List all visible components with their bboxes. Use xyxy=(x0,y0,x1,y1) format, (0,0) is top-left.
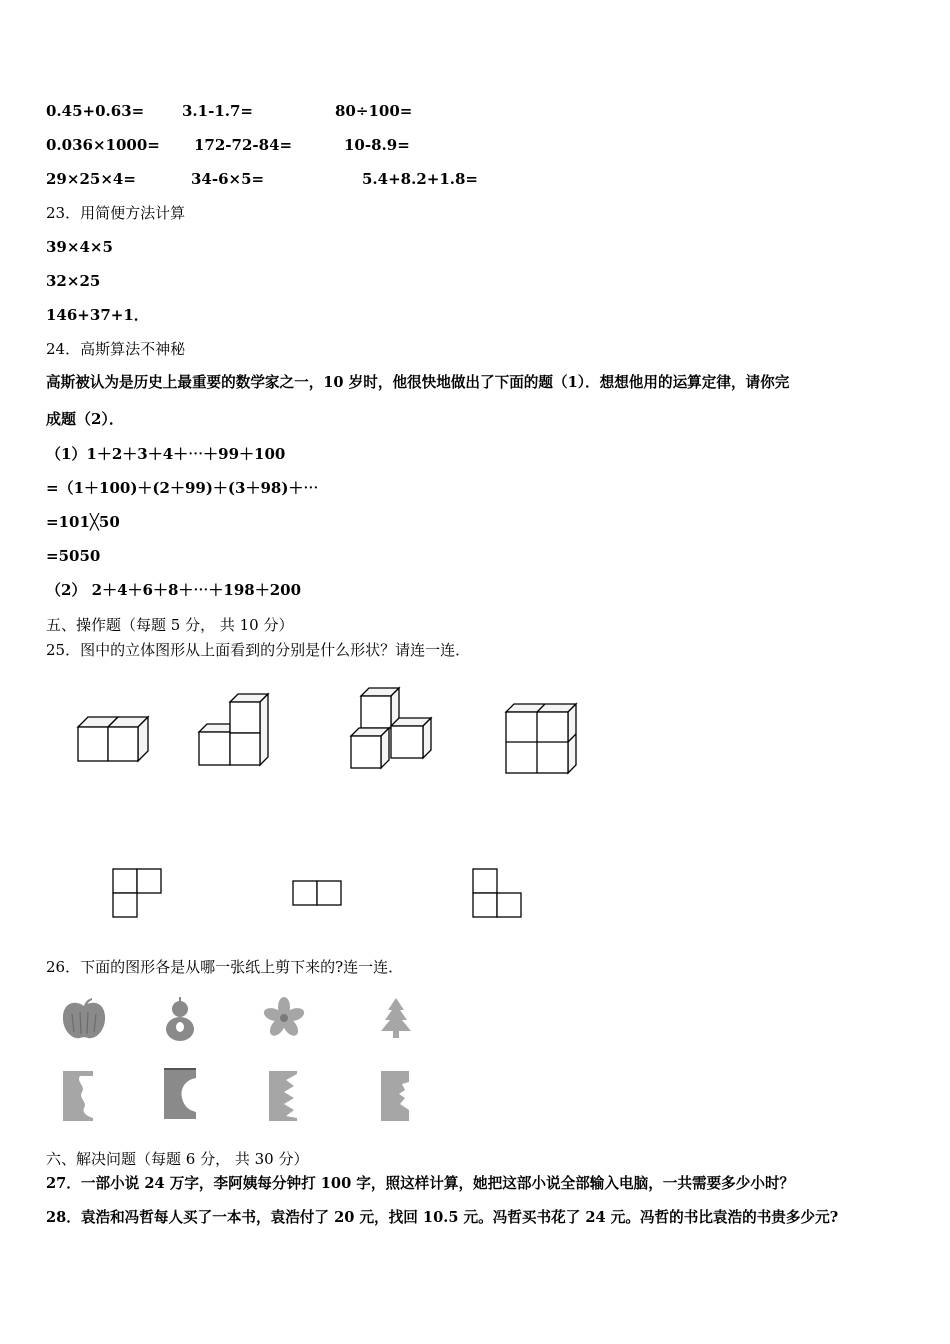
apple-shape-icon[interactable] xyxy=(58,996,110,1044)
q28-text: 28．袁浩和冯哲每人买了一本书，袁浩付了 20 元，找回 10.5 元。冯哲买书花了 24 元。冯哲的书比袁浩的书贵多少元? xyxy=(46,1209,839,1226)
q24-paragraph-line1: 高斯被认为是历史上最重要的数学家之一，10 岁时，他很快地做出了下面的题（1）．想想他用的运算定律，请你完 xyxy=(46,374,790,391)
q24-line-5: （2） 2＋4＋6＋8＋⋯＋198＋200 xyxy=(46,581,302,599)
top-view-option-3[interactable] xyxy=(470,866,526,922)
q23-title: 23．用简便方法计算 xyxy=(46,204,186,222)
calc-r2-c3: 10-8.9= xyxy=(344,136,410,154)
q24-paragraph-line2: 成题（2）． xyxy=(46,410,124,428)
calc-r1-c2: 3.1-1.7= xyxy=(182,102,253,120)
calc-r2-c1: 0.036×1000= xyxy=(46,136,160,154)
q24-line-1: （1）1＋2＋3＋4＋⋯＋99＋100 xyxy=(46,445,286,463)
q25-title: 25．图中的立体图形从上面看到的分别是什么形状？请连一连． xyxy=(46,641,471,659)
q24-line-3: =101╳50 xyxy=(46,513,120,531)
section-5-heading: 五、操作题（每题 5 分， 共 10 分） xyxy=(46,616,294,634)
q23-item-1: 39×4×5 xyxy=(46,238,113,256)
top-view-option-2[interactable] xyxy=(290,878,346,910)
calc-r3-c1: 29×25×4= xyxy=(46,170,136,188)
paper-sheet-2[interactable] xyxy=(160,1066,200,1122)
q23-item-3: 146+37+1． xyxy=(46,306,149,324)
q24-line-4: =5050 xyxy=(46,547,101,565)
section-6-heading: 六、解决问题（每题 6 分， 共 30 分） xyxy=(46,1150,309,1168)
calc-r3-c2: 34-6×5= xyxy=(191,170,265,188)
flower-shape-icon[interactable] xyxy=(262,996,306,1040)
paper-sheet-4[interactable] xyxy=(378,1068,414,1124)
solid-figure-3[interactable] xyxy=(346,684,436,774)
q27-text: 27．一部小说 24 万字，李阿姨每分钟打 100 字，照这样计算，她把这部小说全部输入电脑，一共需要多少小时？ xyxy=(46,1175,795,1192)
gourd-shape-icon[interactable] xyxy=(160,994,200,1046)
top-view-option-1[interactable] xyxy=(110,866,166,922)
solid-figure-2[interactable] xyxy=(196,690,276,770)
q24-title: 24．高斯算法不神秘 xyxy=(46,340,186,358)
solid-figure-1[interactable] xyxy=(70,705,160,765)
tree-shape-icon[interactable] xyxy=(376,996,416,1040)
calc-r1-c1: 0.45+0.63= xyxy=(46,102,145,120)
paper-sheet-1[interactable] xyxy=(60,1068,98,1124)
calc-r2-c2: 172-72-84= xyxy=(194,136,293,154)
solid-figure-4[interactable] xyxy=(500,700,582,780)
calc-r3-c3: 5.4+8.2+1.8= xyxy=(362,170,478,188)
q24-line-2: =（1＋100)＋(2＋99)＋(3＋98)＋⋯ xyxy=(46,479,319,497)
calc-r1-c3: 80÷100= xyxy=(335,102,413,120)
q23-item-2: 32×25 xyxy=(46,272,101,290)
paper-sheet-3[interactable] xyxy=(266,1068,302,1124)
q26-title: 26．下面的图形各是从哪一张纸上剪下来的?连一连． xyxy=(46,958,404,976)
